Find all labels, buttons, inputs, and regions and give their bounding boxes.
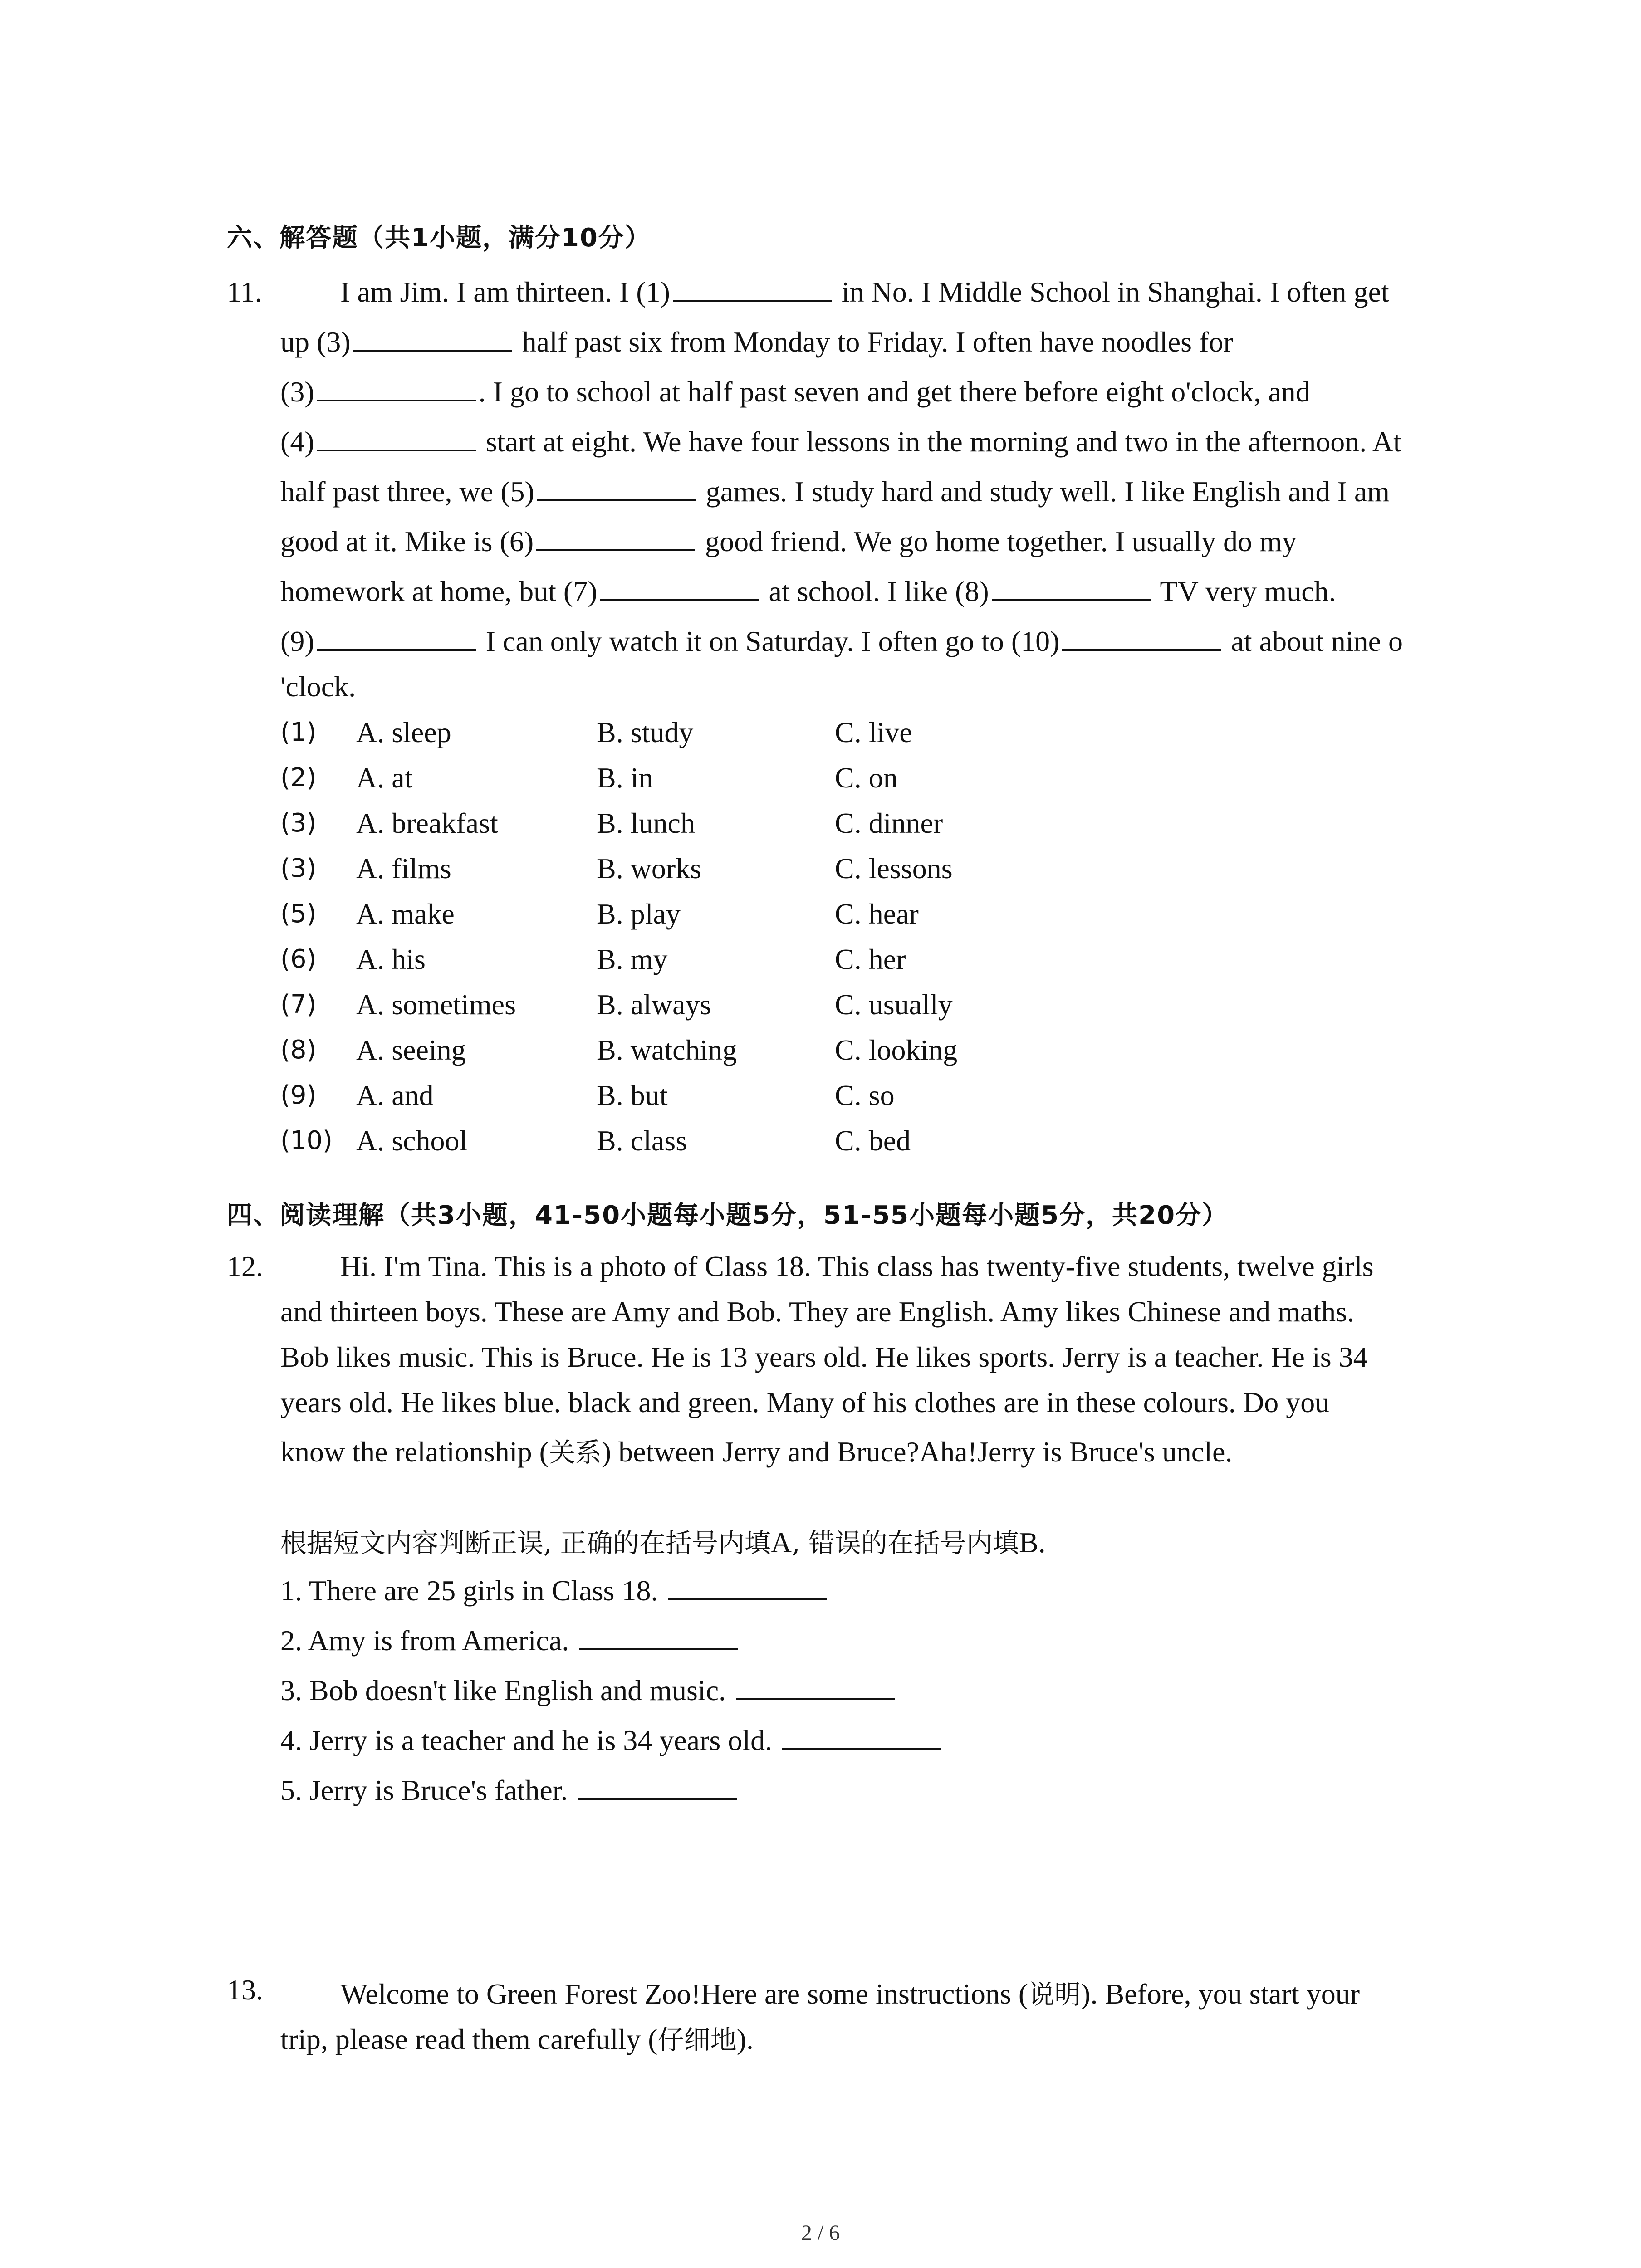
- q12-line-3: Bob likes music. This is Bruce. He is 13 years old. He likes sports. Jerry is a teacher. He is 34: [280, 1341, 1368, 1373]
- question-number-13: 13.: [227, 1974, 263, 2006]
- option-number: (3): [280, 808, 317, 838]
- q11-line-7: homework at home, but (7) at school. I like (8) TV very much.: [280, 575, 1336, 607]
- statement-5: 5. Jerry is Bruce's father.: [280, 1774, 740, 1807]
- section-heading-six: 六、解答题（共1小题，满分10分）: [227, 223, 651, 253]
- page-number: 2 / 6: [801, 2221, 840, 2245]
- option-b: B. study: [597, 716, 694, 748]
- option-c: C. so: [835, 1079, 895, 1111]
- q12-instruction: 根据短文内容判断正误, 正确的在括号内填A, 错误的在括号内填B.: [280, 1526, 1046, 1559]
- question-number-11: 11.: [227, 276, 262, 308]
- q12-line-2: and thirteen boys. These are Amy and Bob. They are English. Amy likes Chinese and maths.: [280, 1295, 1354, 1328]
- option-a: A. school: [356, 1124, 468, 1157]
- answer-blank: [537, 476, 696, 501]
- answer-blank: [317, 626, 476, 651]
- option-c: C. bed: [835, 1124, 911, 1157]
- option-b: B. lunch: [597, 807, 695, 839]
- option-c: C. lessons: [835, 852, 953, 885]
- answer-blank: [317, 376, 476, 401]
- option-c: C. live: [835, 716, 912, 748]
- q13-line-2: trip, please read them carefully (仔细地).: [280, 2023, 754, 2055]
- option-a: A. at: [356, 762, 413, 794]
- q11-line-2: up (3) half past six from Monday to Friday. I often have noodles for: [280, 326, 1233, 358]
- option-c: C. hear: [835, 898, 919, 930]
- option-a: A. sometimes: [356, 988, 516, 1021]
- answer-blank: [536, 526, 695, 551]
- q11-line-1: I am Jim. I am thirteen. I (1) in No. I Middle School in Shanghai. I often get: [340, 276, 1389, 308]
- option-b: B. play: [597, 898, 681, 930]
- answer-blank: [1062, 626, 1221, 651]
- option-b: B. always: [597, 988, 711, 1021]
- option-c: C. on: [835, 762, 898, 794]
- q12-line-5: know the relationship (关系) between Jerry and Bruce?Aha!Jerry is Bruce's uncle.: [280, 1436, 1233, 1468]
- option-number: (5): [280, 899, 317, 929]
- q13-line-1: Welcome to Green Forest Zoo!Here are some instructions (说明). Before, you start your: [340, 1978, 1360, 2010]
- option-b: B. but: [597, 1079, 668, 1111]
- answer-blank: [578, 1774, 737, 1800]
- option-a: A. make: [356, 898, 455, 930]
- option-number: (2): [280, 763, 317, 792]
- option-number: (1): [280, 718, 317, 747]
- q11-line-3: (3) . I go to school at half past seven and get there before eight o'clock, and: [280, 376, 1310, 408]
- option-c: C. dinner: [835, 807, 943, 839]
- option-number: (10): [280, 1126, 333, 1155]
- option-number: (3): [280, 854, 317, 883]
- option-a: A. films: [356, 852, 451, 885]
- option-b: B. works: [597, 852, 702, 885]
- option-a: A. his: [356, 943, 426, 975]
- option-b: B. in: [597, 762, 653, 794]
- option-b: B. watching: [597, 1034, 737, 1066]
- option-b: B. class: [597, 1124, 687, 1157]
- answer-blank: [992, 576, 1151, 601]
- q12-line-4: years old. He likes blue. black and green. Many of his clothes are in these colours. Do you: [280, 1386, 1330, 1418]
- answer-blank: [782, 1725, 941, 1750]
- q11-line-8: (9) I can only watch it on Saturday. I often go to (10) at about nine o: [280, 625, 1403, 657]
- answer-blank: [353, 326, 512, 352]
- option-c: C. looking: [835, 1034, 958, 1066]
- statement-2: 2. Amy is from America.: [280, 1624, 740, 1657]
- q11-line-4: (4) start at eight. We have four lessons in the morning and two in the afternoon. At: [280, 425, 1401, 458]
- q11-line-9: 'clock.: [280, 670, 356, 703]
- answer-blank: [736, 1675, 895, 1700]
- answer-blank: [600, 576, 759, 601]
- option-b: B. my: [597, 943, 668, 975]
- statement-4: 4. Jerry is a teacher and he is 34 years old.: [280, 1724, 944, 1757]
- option-number: (7): [280, 990, 317, 1019]
- q11-line-6: good at it. Mike is (6) good friend. We go home together. I usually do my: [280, 525, 1297, 557]
- option-c: C. her: [835, 943, 906, 975]
- statement-1: 1. There are 25 girls in Class 18.: [280, 1574, 829, 1608]
- option-a: A. breakfast: [356, 807, 498, 839]
- option-number: (9): [280, 1080, 317, 1110]
- question-number-12: 12.: [227, 1250, 263, 1282]
- option-number: (6): [280, 944, 317, 974]
- option-a: A. and: [356, 1079, 434, 1111]
- option-a: A. seeing: [356, 1034, 466, 1066]
- option-a: A. sleep: [356, 716, 451, 748]
- option-c: C. usually: [835, 988, 953, 1021]
- option-number: (8): [280, 1035, 317, 1065]
- section-heading-four: 四、阅读理解（共3小题，41-50小题每小题5分，51-55小题每小题5分，共20分）: [227, 1201, 1229, 1230]
- q12-line-1: Hi. I'm Tina. This is a photo of Class 18. This class has twenty-five students, twelve girls: [340, 1250, 1374, 1282]
- answer-blank: [673, 276, 832, 302]
- statement-3: 3. Bob doesn't like English and music.: [280, 1674, 897, 1707]
- q11-line-5: half past three, we (5) games. I study hard and study well. I like English and I am: [280, 475, 1390, 508]
- answer-blank: [579, 1625, 738, 1650]
- answer-blank: [317, 426, 476, 451]
- answer-blank: [668, 1575, 827, 1600]
